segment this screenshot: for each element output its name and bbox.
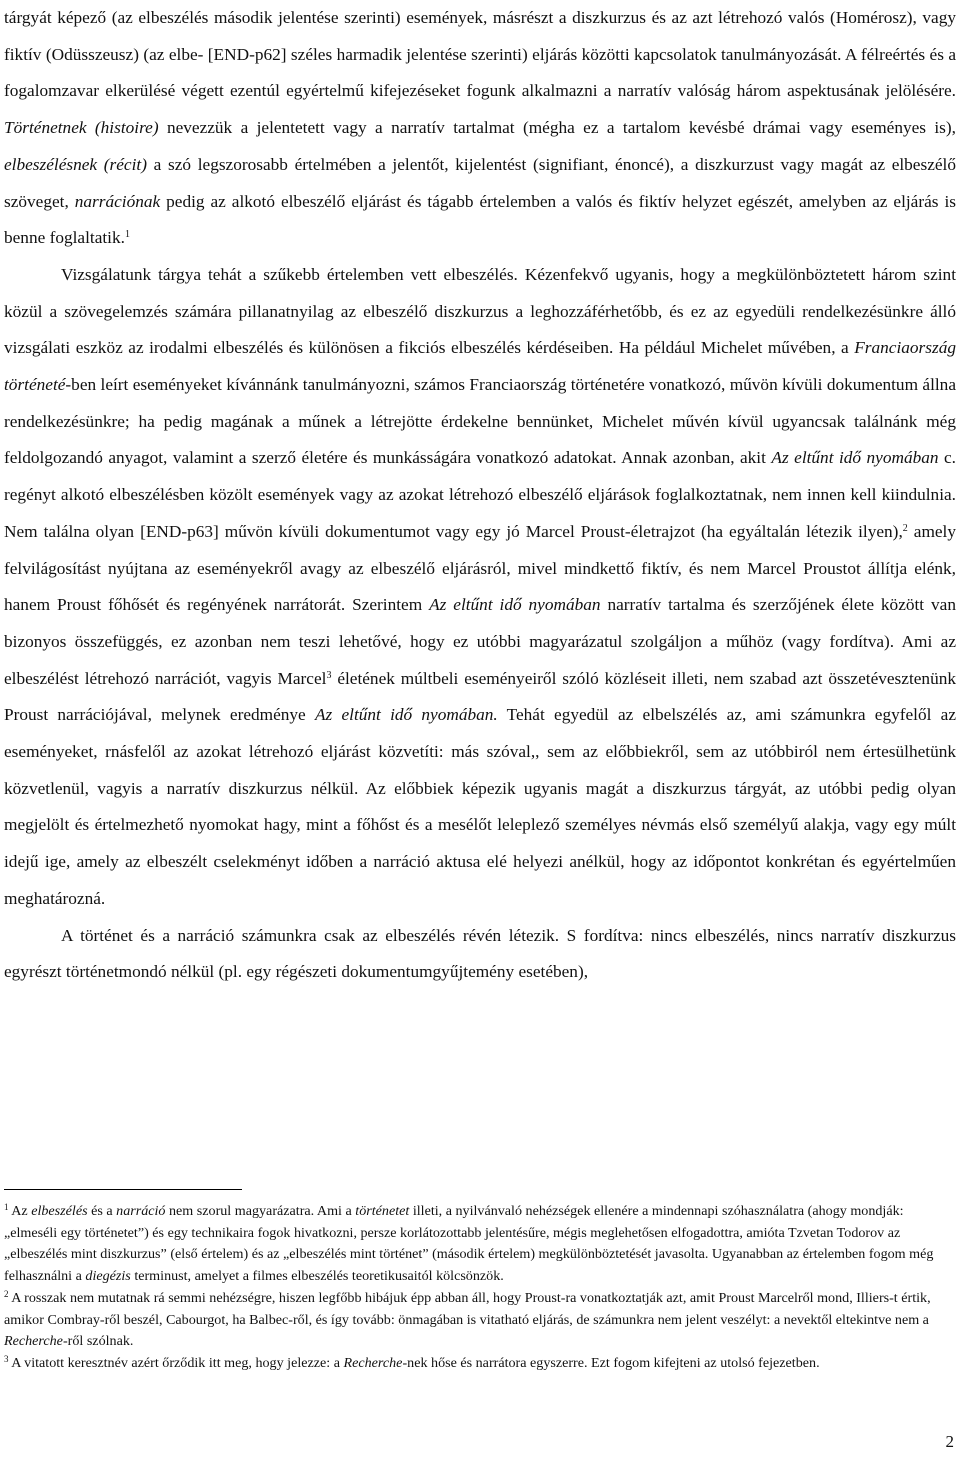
text-run: A rosszak nem mutatnak rá semmi nehézségre, hiszen legfőbb hibájuk épp abban áll, hogy Proust-ra vonatkoztatják azt, amit Proust Marcelről mond, Illiers-t értik, amikor Combray-ről beszél, Cabourgot, ha Balbec-ről, és így tovább: önmagában is vitatható eljárás, de számunkra nem jelent veszélyt: a nevektől eltekintve nem a bbox=[4, 1289, 931, 1328]
text-run: A történet és a narráció számunkra csak az elbeszélés révén létezik. S fordítva: nincs elbeszélés, nincs narratív diszkurzus egyrészt történetmondó nélkül (pl. egy régészeti dokumentumgyűjtemény esetében), bbox=[4, 925, 956, 982]
text-run: Vizsgálatunk tárgya tehát a szűkebb értelemben vett elbeszélés. Kézenfekvő ugyanis, hogy a megkülönböztetett három szint közül a szövegelemzés számára pillanatnyilag az elbeszélő diszkurzus a leghozzáférhetőbb, és ez az egyedüli rendelkezésünkre álló vizsgálati eszköz az irodalmi elbeszélés és különösen a fikciós elbeszélés kérdéseiben. Ha például Michelet művében, a bbox=[4, 264, 956, 358]
paragraph-2 bbox=[4, 257, 956, 918]
text-run: pedig az alkotó elbeszélő eljárást és tágabb értelemben a valós és fiktív helyzet egészét, amelyben az eljárás is benne foglaltatik. bbox=[4, 191, 956, 248]
footnote-ref-3[interactable]: 3 bbox=[326, 669, 332, 681]
footnote-1 bbox=[4, 1201, 956, 1288]
text-run: amely felvilágosítást nyújtana az eseményekről avagy az elbeszélő eljárásról, mivel mindkettő fiktív, és nem Marcel Proustot állítja elénk, hanem Proust főhősét és regényének narrátorát. Szerintem bbox=[4, 521, 957, 615]
title-italic: Franciaország történeté bbox=[4, 338, 956, 395]
page-number: 2 bbox=[945, 1432, 954, 1451]
text-run: narratív tartalma és szerzőjének élete között van bizonyos összefüggés, ez azonban nem teszi lehetővé, hogy ez utóbbi magyarázatul szolgáljon a műhöz (vagy fordítva). Ami az elbeszélést létrehozó narrációt, vagyis Marcel bbox=[4, 595, 956, 688]
text-run: -ben leírt eseményeket kívánnánk tanulmányozni, számos Franciaország történetére vonatkozó, művön kívüli dokumentum állna rendelkezésünkre; ha pedig magának a műnek a létrejötte érdekelne bennünket, Michelet művén kívül ugyancsak találnánk még feldolgozandó anyagot, valamint a szerző életére és munkásságára vonatkozó adatokat. Annak azonban, akit bbox=[4, 375, 956, 468]
text-run: életének múltbeli eseményeiről szóló közléseit illeti, nem szabad azt összetévesztenünk Proust narrációjával, melynek eredménye bbox=[4, 668, 956, 725]
text-run: Tehát egyedül az elbelszélés az, ami számunkra egyfelől az eseményeket, rnásfelől az azokat létrehozó eljárást közvetíti: más szóval,, sem az előbbiekről, sem az utóbbiról nem értesülhetünk közvetlenül, vagyis a narratív diszkurzus nélkül. Az előbbiek képezik ugyanis magát a diszkurzus tárgyát, az utóbbi pedig olyan megjelölt és értelmezhető nyomokat hagy, mint a főhőst és a mesélőt leleplező személyes névmás első személyű alakja, vagy egy múlt idejű ige, amely az elbeszélt cselekményt időben a narráció aktusa elé helyezi anélkül, hogy az időpontot konkrétan és egyértelműen meghatározná. bbox=[4, 705, 956, 908]
footnote-separator bbox=[4, 1189, 242, 1190]
text-run: -ről szólnak. bbox=[62, 1333, 134, 1350]
paragraph-3 bbox=[4, 918, 956, 991]
body-text bbox=[4, 0, 956, 991]
term-italic: narráció bbox=[116, 1203, 166, 1219]
footnote-3 bbox=[4, 1353, 956, 1375]
footnote-number: 2 bbox=[4, 1288, 9, 1299]
term-italic: diegézis bbox=[85, 1268, 131, 1285]
text-run: -nek hőse és narrátora egyszerre. Ezt fogom kifejteni az utolsó fejezetben. bbox=[402, 1354, 820, 1371]
term-italic: Recherche bbox=[343, 1354, 403, 1371]
text-run: a szó legszorosabb értelmében a jelentőt, kijelentést (signifiant, énoncé), a diszkurzust vagy magát az elbeszélő szöveget, bbox=[4, 154, 956, 211]
term-italic: elbeszélésnek (récit) bbox=[4, 154, 147, 174]
text-run: terminust, amelyet a filmes elbeszélés teoretikusaitól kölcsönzök. bbox=[130, 1268, 504, 1285]
text-run: tárgyát képező (az elbeszélés második jelentése szerinti) események, másrészt a diszkurzus és az azt létrehozó valós (Homérosz), vagy fiktív (Odüsszeusz) (az elbe- [END-p62] széles harmadik jelentése szerinti) eljárás közötti kapcsolatok tanulmányozását. A félreértés és a fogalomzavar elkerülésé végett ezentúl egyértelmű kifejezéseket fogunk alkalmazni a narratív valóság három aspektusának jelölésére. bbox=[4, 8, 956, 101]
text-run: illeti, a nyilvánvaló nehézségek ellenére a mindennapi szóhasználatra (ahogy mondják: „elmeséli egy történetet”) és egy technikaira fogok hivatkozni, persze korlátozottabb jelentésűre, mégis meglehetősen elfogadottra, amióta Tzvetan Todorov az „elbeszélés mint diszkurzus” (első értelem) és az „elbeszélés mint történet” (második értelem) megkülönböztetését javasolta. Ugyanabban az értelemben fogom még felhasználni a bbox=[4, 1203, 934, 1285]
text-run: nevezzük a jelentetett vagy a narratív tartalmat (mégha ez a tartalom kevésbé drámai vagy eseményes is), bbox=[158, 118, 956, 138]
footnotes bbox=[4, 1189, 956, 1375]
title-italic: Az eltűnt idő nyomában bbox=[771, 448, 939, 468]
text-run: c. regényt alkotó elbeszélésben közölt események vagy az azokat létrehozó elbeszélő eljárások foglalkoztatnak, nem innen kell kiindulnia. Nem találna olyan [END-p63] művön kívüli dokumentumot vagy egy jó Marcel Proust-életrajzot (ha egyáltalán létezik ilyen), bbox=[4, 448, 956, 541]
footnote-number: 3 bbox=[4, 1353, 9, 1364]
title-italic: Az eltűnt idő nyomában. bbox=[314, 705, 498, 725]
footnote-number: 1 bbox=[4, 1202, 9, 1212]
text-run: és a bbox=[87, 1203, 117, 1219]
term-italic: Történetnek (histoire) bbox=[4, 118, 159, 138]
title-italic: Az eltűnt idő nyomában bbox=[429, 595, 601, 615]
footnote-ref-1[interactable]: 1 bbox=[124, 229, 130, 241]
text-run: nem szorul magyarázatra. Ami a bbox=[165, 1203, 356, 1219]
paragraph-1 bbox=[4, 0, 956, 257]
text-run: Az bbox=[8, 1203, 32, 1219]
term-italic: elbeszélés bbox=[31, 1203, 88, 1219]
text-run: A vitatott keresztnév azért őrződik itt meg, hogy jelezze: a bbox=[8, 1354, 344, 1371]
term-italic: Recherche bbox=[4, 1333, 63, 1350]
footnote-ref-2[interactable]: 2 bbox=[902, 522, 908, 534]
term-italic: történetet bbox=[355, 1203, 410, 1219]
term-italic: narrációnak bbox=[74, 191, 161, 211]
footnote-2 bbox=[4, 1288, 956, 1353]
